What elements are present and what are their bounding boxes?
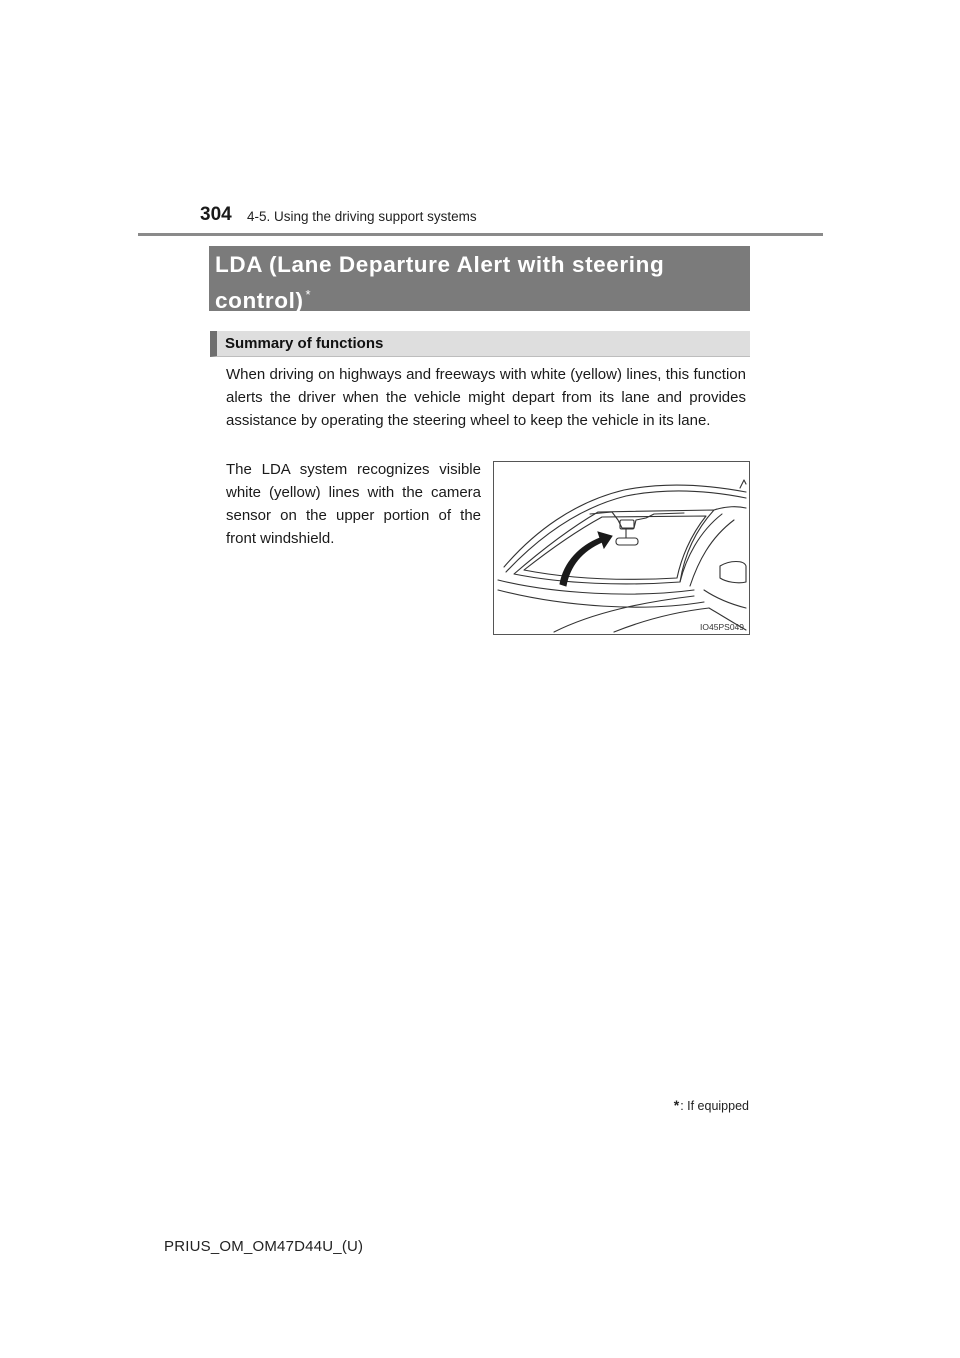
page-number: 304 bbox=[200, 204, 232, 225]
figure bbox=[493, 461, 750, 635]
subsection-heading: Summary of functions bbox=[210, 331, 750, 357]
windshield-camera-illustration bbox=[494, 462, 749, 634]
page-title bbox=[209, 246, 750, 311]
footnote-star: * bbox=[673, 1097, 680, 1113]
footnote-text: : If equipped bbox=[680, 1099, 749, 1113]
figure-code: IO45PS049 bbox=[700, 622, 744, 632]
page-title-text: LDA (Lane Departure Alert with steering control) bbox=[215, 252, 665, 313]
document-code: PRIUS_OM_OM47D44U_(U) bbox=[164, 1238, 364, 1255]
footnote bbox=[674, 1097, 749, 1113]
title-asterisk: * bbox=[305, 287, 312, 302]
section-path: 4-5. Using the driving support systems bbox=[247, 209, 477, 224]
intro-paragraph: When driving on highways and freeways with white (yellow) lines, this function alerts the driver when the vehicle might depart from its lane and provides assistance by operating the steering wheel to keep the vehicle in its lane. bbox=[226, 366, 746, 429]
description-paragraph: The LDA system recognizes visible white (yellow) lines with the camera sensor on the upper portion of the front windshield. bbox=[226, 461, 481, 547]
header-rule bbox=[138, 233, 823, 236]
